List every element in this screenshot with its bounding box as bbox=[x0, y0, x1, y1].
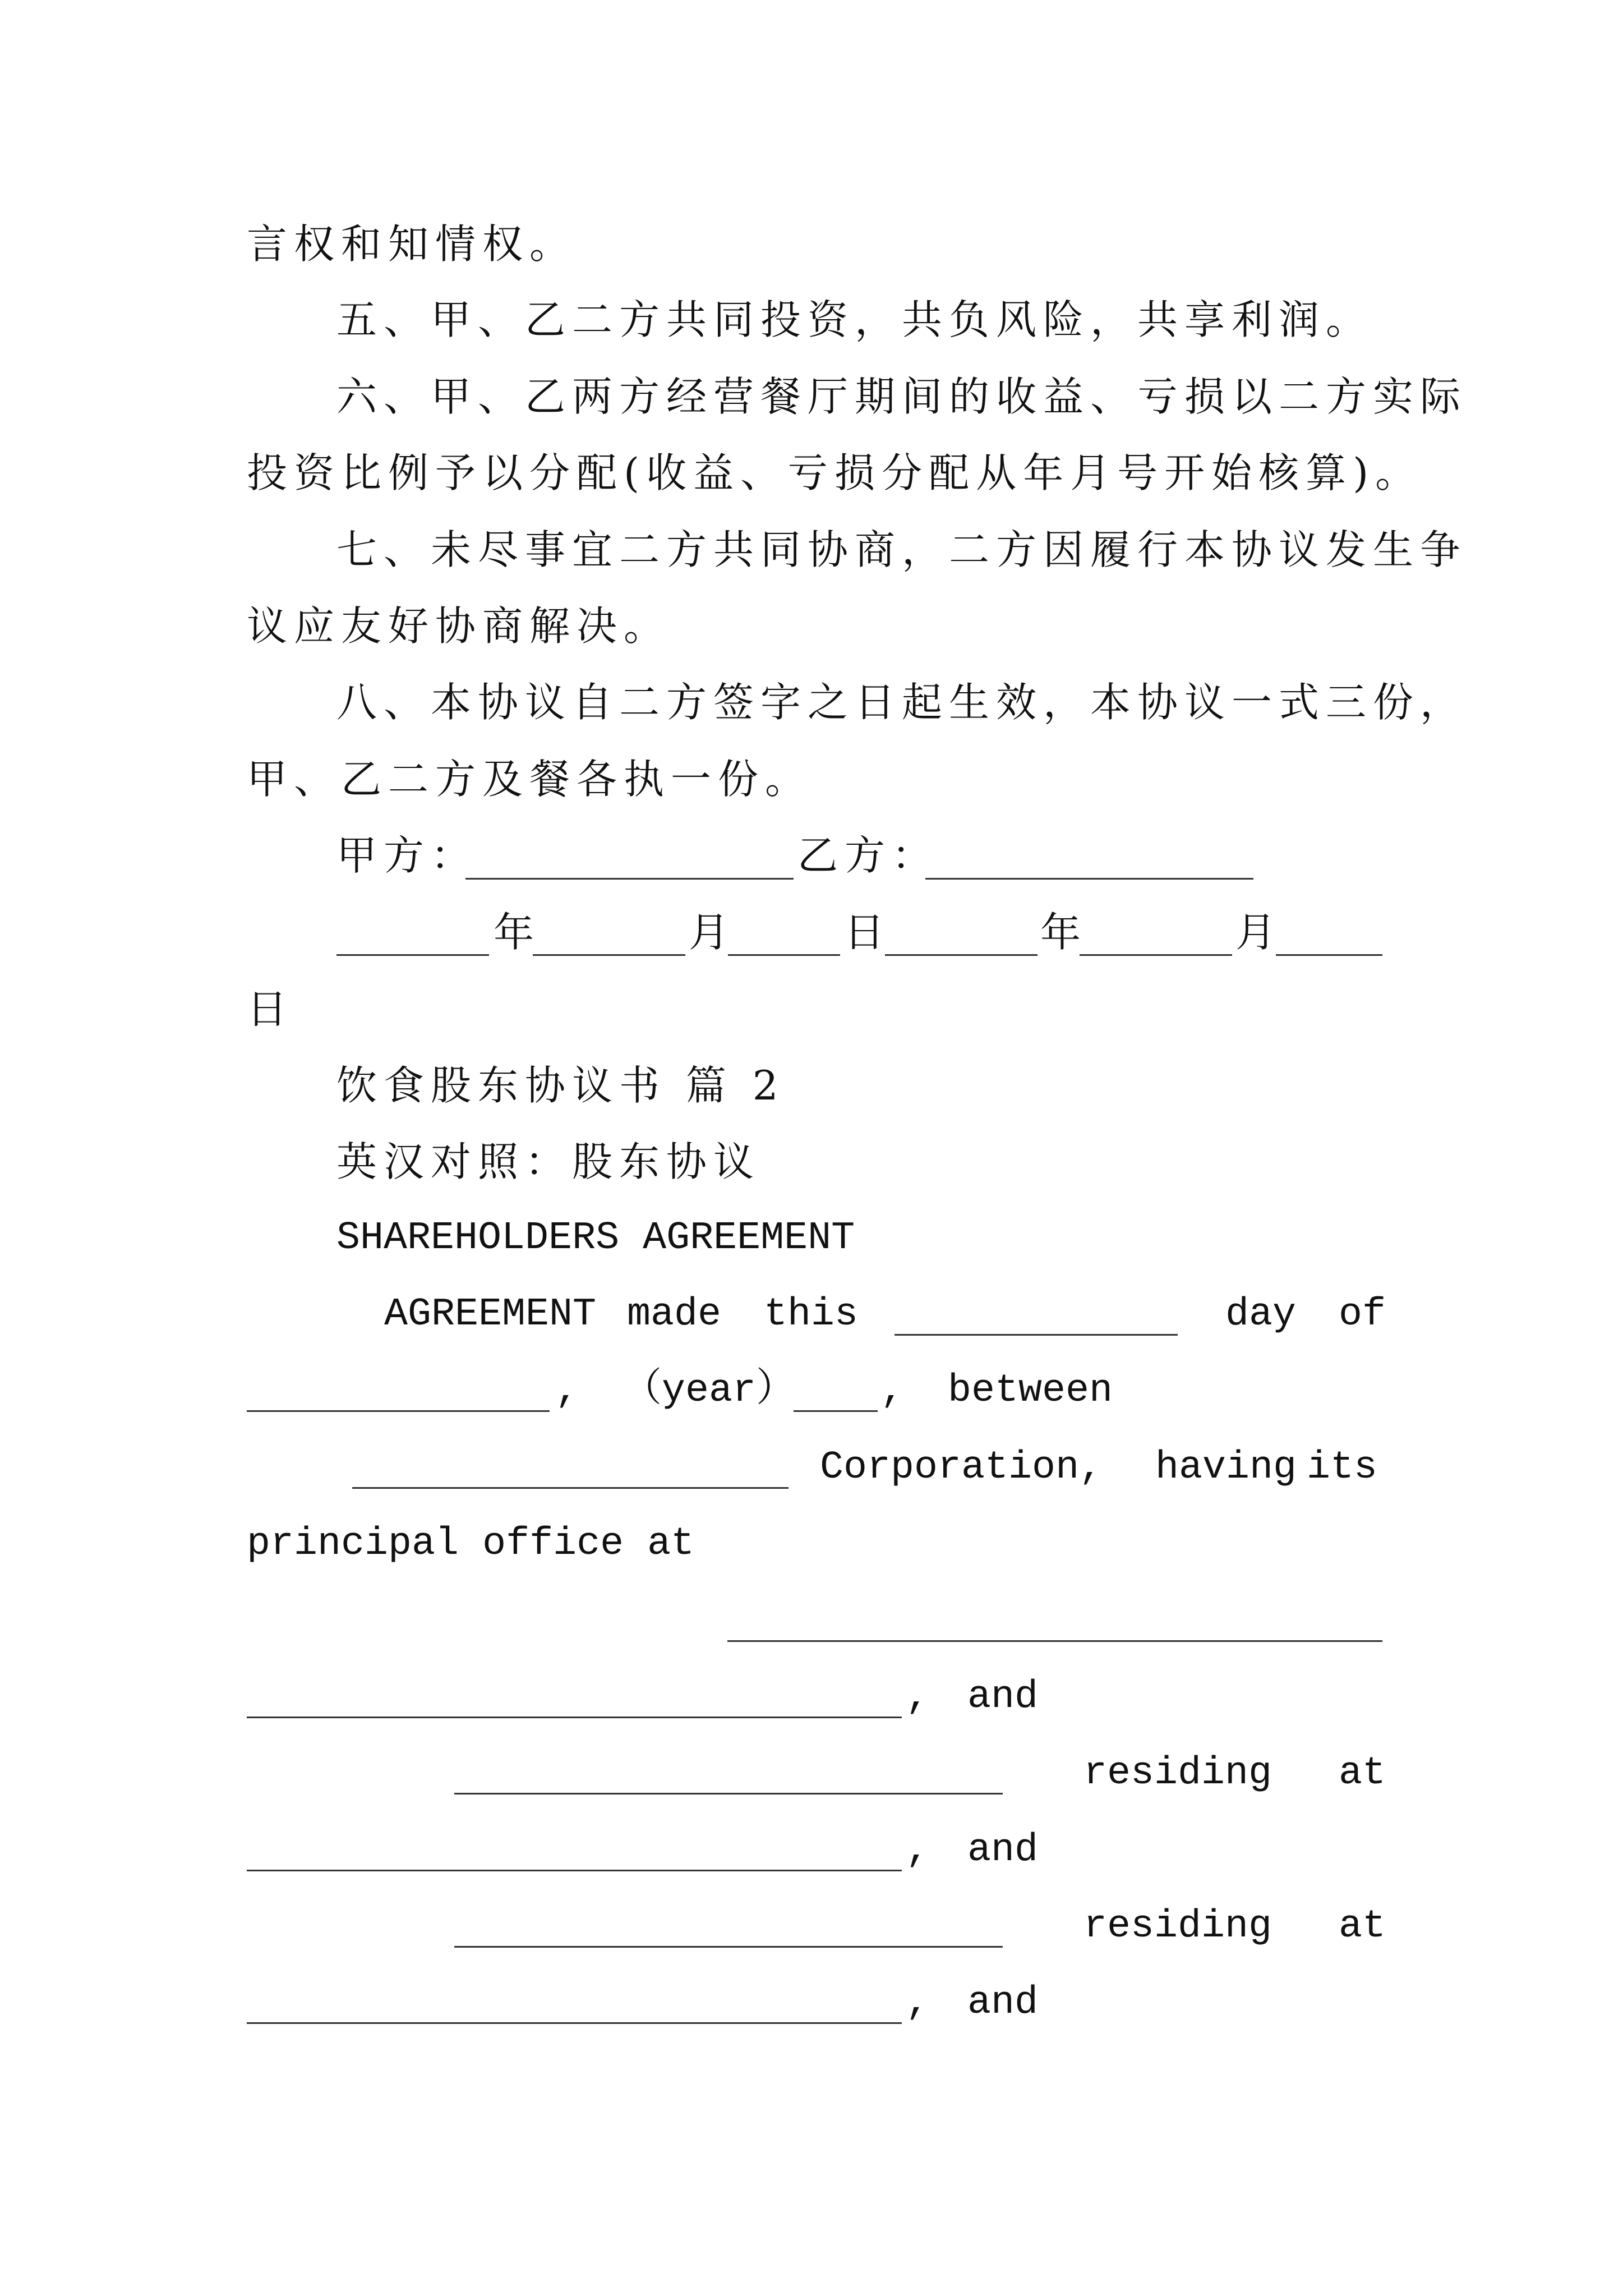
principal-office-text: principal office at bbox=[247, 1522, 695, 1566]
year-b-label: 年 bbox=[1040, 909, 1088, 956]
year-a-blank[interactable] bbox=[336, 954, 489, 956]
office-address-blank-2[interactable] bbox=[247, 1717, 902, 1718]
party-a-label: 甲方： bbox=[336, 832, 478, 879]
word-its: its bbox=[1307, 1446, 1378, 1490]
day-a-blank[interactable] bbox=[728, 954, 840, 956]
month-blank[interactable] bbox=[247, 1410, 550, 1412]
word-agreement: AGREEMENT bbox=[384, 1292, 597, 1337]
day-blank[interactable] bbox=[895, 1334, 1178, 1336]
month-b-blank[interactable] bbox=[1080, 954, 1232, 956]
month-b-label: 月 bbox=[1235, 909, 1283, 956]
comma: , bbox=[906, 1675, 930, 1719]
comma: , bbox=[880, 1369, 905, 1413]
word-this: this bbox=[764, 1292, 859, 1337]
word-and: and bbox=[967, 1981, 1039, 2025]
shareholder-1-address-blank[interactable] bbox=[247, 1870, 902, 1871]
word-at: at bbox=[1339, 1904, 1386, 1949]
day-a-label: 日 bbox=[844, 909, 892, 956]
paragraph-six-line1: 六、甲、乙两方经营餐厅期间的收益、亏损以二方实际 bbox=[336, 373, 1468, 420]
day-b-label: 日 bbox=[247, 986, 294, 1033]
paragraph-eight-line2: 甲、乙二方及餐各执一份。 bbox=[247, 756, 813, 803]
paragraph-five: 五、甲、乙二方共同投资，共负风险，共享利润。 bbox=[336, 296, 1373, 343]
word-corporation: Corporation, bbox=[820, 1446, 1103, 1490]
word-residing: residing bbox=[1083, 1904, 1272, 1949]
office-address-blank[interactable] bbox=[727, 1640, 1382, 1642]
paragraph-seven-line1: 七、未尽事宜二方共同协商，二方因履行本协议发生争 bbox=[336, 526, 1468, 573]
month-a-blank[interactable] bbox=[533, 954, 685, 956]
paragraph-seven-line2: 议应友好协商解决。 bbox=[247, 602, 671, 650]
comma: , bbox=[906, 1981, 930, 2025]
year-b-blank[interactable] bbox=[885, 954, 1038, 956]
word-residing: residing bbox=[1083, 1751, 1272, 1796]
word-of: of bbox=[1339, 1292, 1386, 1337]
word-made: made bbox=[627, 1292, 722, 1337]
comma: , bbox=[906, 1828, 930, 1872]
year-a-label: 年 bbox=[494, 909, 541, 956]
english-heading: SHAREHOLDERS AGREEMENT bbox=[336, 1216, 855, 1260]
paragraph-eight-line1: 八、本协议自二方签字之日起生效，本协议一式三份， bbox=[336, 679, 1468, 726]
paragraph-line: 言权和知情权。 bbox=[247, 220, 577, 268]
party-b-label: 乙方： bbox=[797, 832, 939, 879]
word-day: day bbox=[1225, 1292, 1297, 1337]
comma: , bbox=[555, 1369, 579, 1413]
word-year: （year） bbox=[623, 1369, 796, 1413]
shareholder-2-address-blank[interactable] bbox=[247, 2022, 902, 2024]
word-having: having bbox=[1155, 1446, 1297, 1490]
year-blank[interactable] bbox=[794, 1410, 878, 1412]
word-and: and bbox=[967, 1675, 1039, 1719]
day-b-blank[interactable] bbox=[1276, 954, 1382, 956]
month-a-label: 月 bbox=[689, 909, 736, 956]
shareholder-2-name-blank[interactable] bbox=[454, 1946, 1003, 1948]
paragraph-six-line2: 投资比例予以分配(收益、亏损分配从年月号开始核算)。 bbox=[247, 449, 1423, 496]
section-title: 饮食股东协议书 篇 2 bbox=[336, 1062, 785, 1109]
corporation-name-blank[interactable] bbox=[352, 1487, 789, 1489]
section-subtitle: 英汉对照：股东协议 bbox=[336, 1138, 761, 1185]
word-and: and bbox=[967, 1828, 1039, 1872]
word-at: at bbox=[1339, 1751, 1386, 1796]
party-a-signature-blank[interactable] bbox=[465, 878, 794, 880]
shareholder-1-name-blank[interactable] bbox=[454, 1793, 1003, 1795]
word-between: between bbox=[948, 1369, 1113, 1413]
party-b-signature-blank[interactable] bbox=[925, 878, 1253, 880]
